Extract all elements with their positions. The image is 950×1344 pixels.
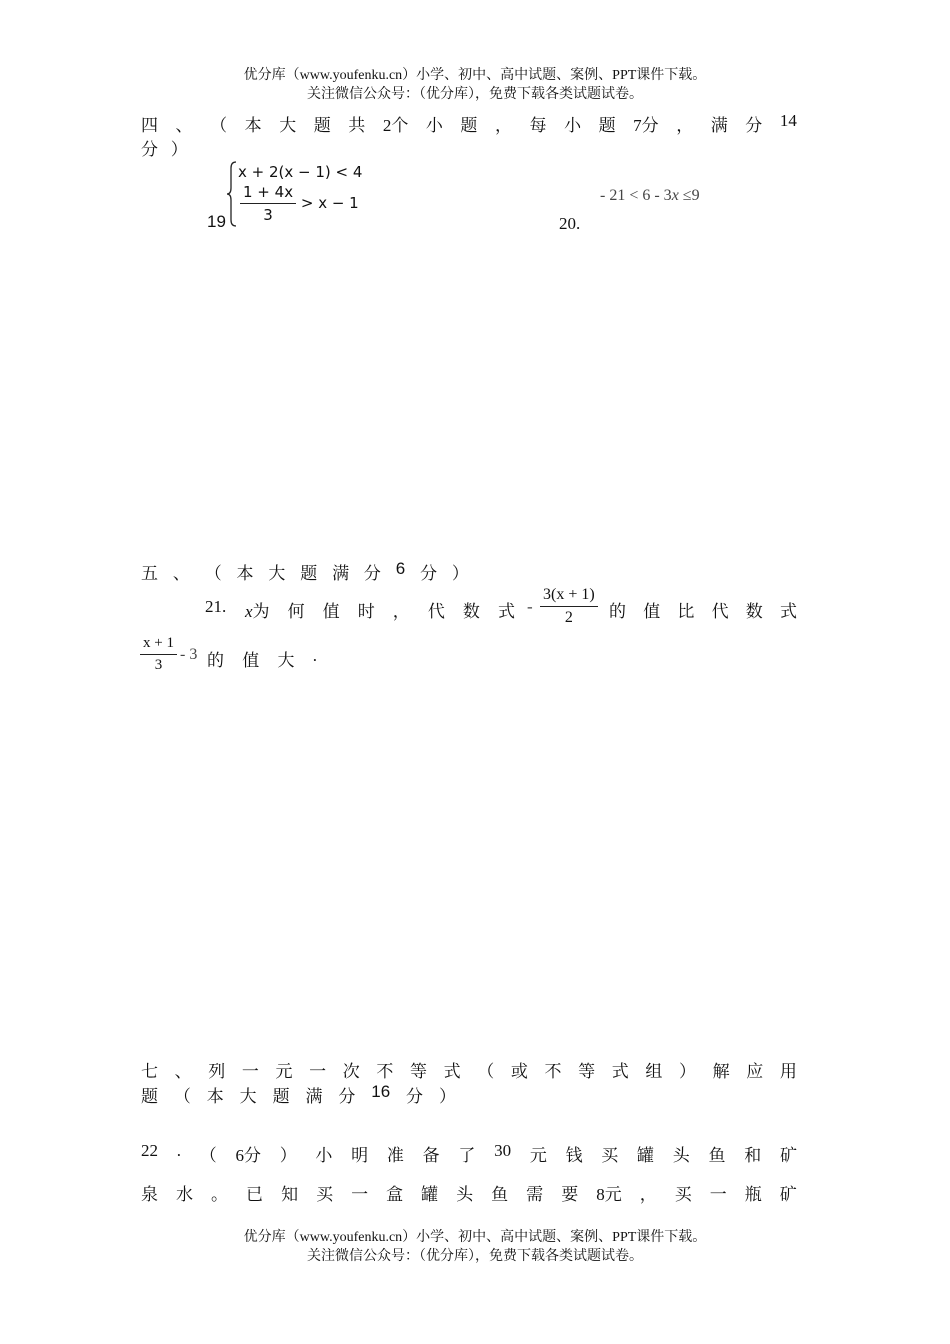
q21-minus: - <box>527 597 533 616</box>
section-7-title-line-1: 七 、 列 一 元 一 次 不 等 式 （ 或 不 等 式 组 ） 解 应 用 <box>141 1062 797 1081</box>
header-line-2: 关注微信公众号：（优分库），免费下载各类试题试卷。 <box>307 87 643 102</box>
q19-denominator: 3 <box>263 206 273 224</box>
q19-numerator: 1 + 4x <box>240 183 296 204</box>
section-4-title-line-2: 分 ） <box>141 140 188 159</box>
q21-fraction-2 <box>140 635 177 674</box>
q20-number: 20. <box>559 214 581 233</box>
section-5-title: 五 、 （ 本 大 题 满 分 6 分 ） <box>141 559 469 583</box>
q21-text-c: 的 值 大 . <box>207 646 317 670</box>
q21-minus-3: - 3 <box>180 646 198 663</box>
footer-line-1: 优分库（www.youfenku.cn）小学、初中、高中试题、案例、PPT课件下载。 <box>243 1230 707 1245</box>
section-7-title-line-2: 题 （ 本 大 题 满 分 16 分 ） <box>141 1082 456 1106</box>
left-brace-icon <box>226 160 238 228</box>
q19-inequality-1: x + 2(x − 1) < 4 <box>238 163 363 181</box>
q21-fraction-2-numerator: x + 1 <box>140 635 177 655</box>
q21-fraction-1-denominator: 2 <box>564 609 573 626</box>
q22-line-1: 22 . （ 6分 ） 小 明 准 备 了 30 元 钱 买 罐 头 鱼 和 矿 <box>141 1141 797 1165</box>
footer-line-2: 关注微信公众号：（优分库），免费下载各类试题试卷。 <box>307 1249 643 1264</box>
q21-number: 21. <box>205 597 227 616</box>
q21-fraction-1 <box>540 586 598 627</box>
q21-fraction-2-denominator: 3 <box>154 657 163 673</box>
section-4-title-line-1: 四 、 （ 本 大 题 共 2个 小 题 ， 每 小 题 7分 ， 满 分 14 <box>141 111 797 135</box>
q20-inequality: - 21 < 6 - 3x ≤9 <box>600 187 700 204</box>
q21-fraction-1-numerator: 3(x + 1) <box>540 586 598 607</box>
q21-text-a: x为 何 值 时 ， 代 数 式 <box>245 602 515 621</box>
q19-tail: > x − 1 <box>300 194 359 212</box>
q21-text-b: 的 值 比 代 数 式 <box>609 602 797 621</box>
header-line-1: 优分库（www.youfenku.cn）小学、初中、高中试题、案例、PPT课件下载。 <box>243 68 707 83</box>
q19-inequality-2 <box>240 183 359 224</box>
q22-line-2: 泉 水 。 已 知 买 一 盒 罐 头 鱼 需 要 8元 ， 买 一 瓶 矿 <box>141 1185 797 1204</box>
q19-number: 19 <box>207 212 226 231</box>
